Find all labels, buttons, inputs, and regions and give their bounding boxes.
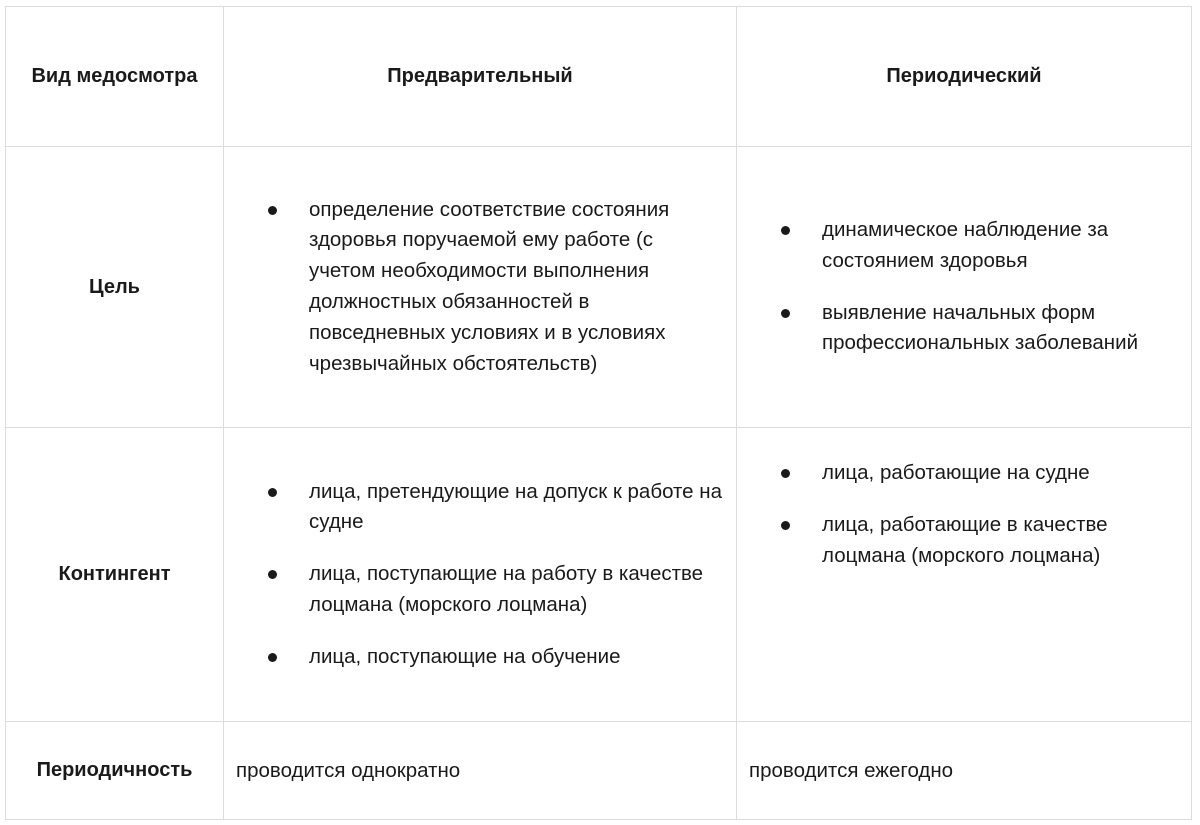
list-item xyxy=(268,477,724,539)
row-label-goal: Цель xyxy=(6,147,224,428)
list-item xyxy=(268,195,724,380)
periodicity-periodic-cell: проводится ежегодно xyxy=(737,722,1192,820)
list-item-text: лица, работающие на судне xyxy=(822,461,1090,484)
list-item xyxy=(781,510,1179,572)
list-item-text: лица, претендующие на допуск к работе на судне xyxy=(309,479,723,534)
list-item xyxy=(781,298,1179,360)
list-item-text: лица, работающие в качестве лоцмана (морского лоцмана) xyxy=(822,512,1108,567)
contingent-periodic-cell xyxy=(737,428,1192,722)
bullet-icon xyxy=(781,226,790,235)
medical-exam-table xyxy=(5,6,1192,820)
table-header-row xyxy=(6,7,1192,147)
list-item xyxy=(781,215,1179,277)
table-row-goal xyxy=(6,147,1192,428)
goal-preliminary-list xyxy=(224,195,736,380)
list-item-text: определение соответствие состояния здоровья поручаемой ему работе (с учетом необходимости выполнения должностных обязанностей в повседневных условиях и в условиях чрезвычайных обстоятельств) xyxy=(309,197,670,375)
bullet-icon xyxy=(268,653,277,662)
list-item-text: динамическое наблюдение за состоянием здоровья xyxy=(822,217,1109,272)
bullet-icon xyxy=(268,570,277,579)
contingent-periodic-list xyxy=(737,458,1191,571)
periodicity-preliminary-cell: проводится однократно xyxy=(224,722,737,820)
header-preliminary: Предварительный xyxy=(224,7,737,147)
list-item-text: лица, поступающие на работу в качестве лоцмана (морского лоцмана) xyxy=(309,562,704,616)
list-item xyxy=(268,559,724,621)
row-label-periodicity: Периодичность xyxy=(6,722,224,820)
table-row-contingent xyxy=(6,428,1192,722)
contingent-preliminary-cell xyxy=(224,428,737,722)
list-item-text: лица, поступающие на обучение xyxy=(309,644,621,668)
bullet-icon xyxy=(268,206,277,215)
bullet-icon xyxy=(781,309,790,318)
bullet-icon xyxy=(268,488,277,497)
bullet-icon xyxy=(781,521,790,530)
list-item xyxy=(268,642,724,673)
list-item-text: выявление начальных форм профессиональных заболеваний xyxy=(822,300,1139,355)
row-label-contingent: Контингент xyxy=(6,428,224,722)
table-row-periodicity xyxy=(6,722,1192,820)
bullet-icon xyxy=(781,469,790,478)
list-item xyxy=(781,458,1179,489)
goal-periodic-cell xyxy=(737,147,1192,428)
goal-periodic-list xyxy=(737,215,1191,359)
goal-preliminary-cell xyxy=(224,147,737,428)
header-exam-type: Вид медосмотра xyxy=(6,7,224,147)
header-periodic: Периодический xyxy=(737,7,1192,147)
contingent-preliminary-list xyxy=(224,477,736,673)
